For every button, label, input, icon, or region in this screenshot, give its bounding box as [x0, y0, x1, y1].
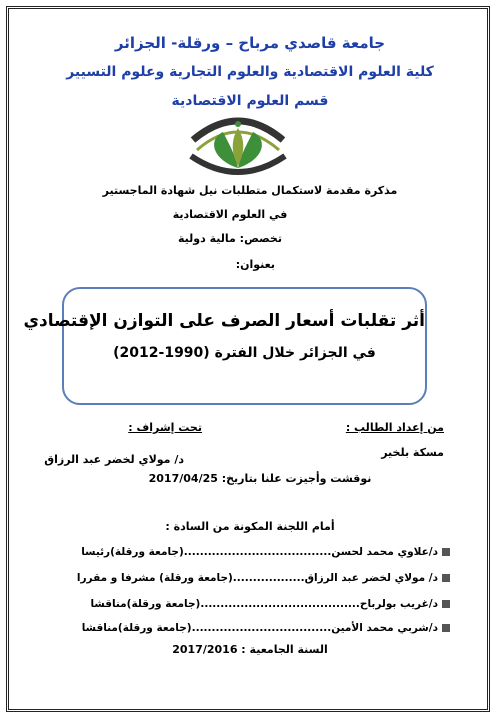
- memo-field: في العلوم الاقتصادية: [172, 208, 288, 221]
- member-text: د/ مولاي لخضر عبد الرزاق..................(جامعة ورقلة) مشرفا و مقررا: [76, 572, 438, 584]
- academic-year: السنة الجامعية : 2017/2016: [172, 643, 328, 656]
- thesis-sub-title: في الجزائر خلال الفترة (1990-2012): [113, 345, 376, 361]
- committee-title: أمام اللجنة المكونة من السادة :: [165, 520, 335, 533]
- faculty-name: كلية العلوم الاقتصادية والعلوم التجارية وعلوم التسيير: [66, 64, 434, 80]
- member-text: د/شربي محمد الأمين...................................(جامعة ورقلة)مناقشا: [81, 622, 438, 634]
- committee-member: [82, 622, 450, 634]
- defense-date: نوقشت وأجيزت علنا بتاريخ: 2017/04/25: [148, 472, 372, 485]
- titled-label: بعنوان:: [235, 258, 275, 271]
- bullet-icon: [442, 600, 450, 608]
- university-name: جامعة قاصدي مرباح – ورقلة- الجزائر: [114, 34, 386, 52]
- supervisor-name: د/ مولاي لخضر عبد الرزاق: [44, 453, 184, 466]
- committee-member: [77, 572, 450, 584]
- university-logo: [183, 110, 293, 180]
- thesis-main-title: أثر تقلبات أسعار الصرف على التوازن الإقتصادي: [23, 311, 425, 331]
- bullet-icon: [442, 574, 450, 582]
- member-text: د/غريب بولرباح........................................(جامعة ورقلة)مناقشا: [90, 598, 438, 610]
- committee-member: [90, 598, 450, 610]
- memo-purpose: مذكرة مقدمة لاستكمال متطلبات نيل شهادة الماجستير: [102, 184, 398, 197]
- bullet-icon: [442, 624, 450, 632]
- member-text: د/علاوي محمد لحسن.....................................(جامعة ورقلة)رئيسا: [81, 546, 438, 558]
- prepared-by-label: من إعداد الطالب :: [345, 421, 444, 434]
- thesis-title-box: [23, 287, 427, 405]
- memo-specialization: تخصص: مالية دولية: [178, 232, 282, 245]
- department-name: قسم العلوم الاقتصادية: [171, 93, 329, 109]
- bullet-icon: [442, 548, 450, 556]
- supervised-by-label: تحت إشراف :: [128, 421, 202, 434]
- student-name: مسكة بلخير: [381, 446, 444, 459]
- committee-member: [81, 546, 450, 558]
